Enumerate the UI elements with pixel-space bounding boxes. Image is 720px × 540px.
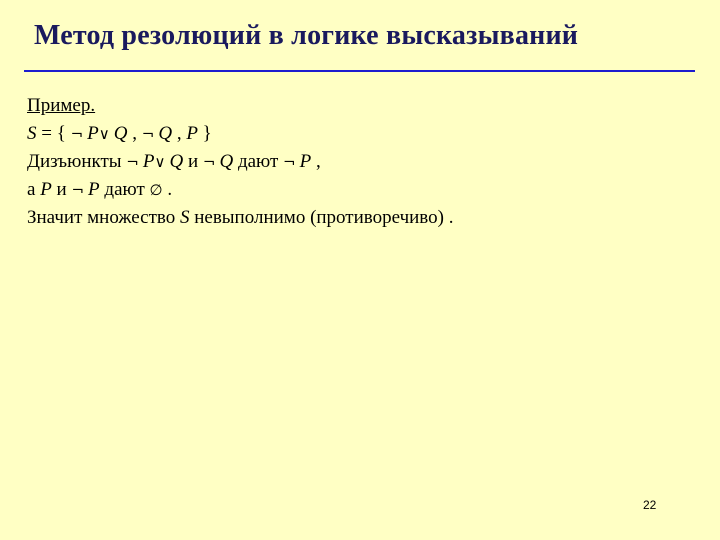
- negation-symbol: ¬: [283, 153, 296, 171]
- negation-symbol: ¬: [202, 153, 216, 171]
- set-symbol: S: [27, 123, 37, 144]
- negation-symbol: ¬: [141, 125, 155, 143]
- text-fragment: дают: [99, 179, 150, 200]
- title-divider: [24, 70, 695, 72]
- example-heading: Пример.: [27, 95, 96, 116]
- variable-q: Q: [219, 151, 234, 172]
- resolution-line: [27, 176, 453, 204]
- variable-p: P: [40, 179, 52, 200]
- text-fragment: и: [183, 151, 203, 172]
- example-heading-line: [27, 92, 453, 120]
- text-fragment: .: [162, 179, 173, 200]
- variable-p: P: [88, 179, 100, 200]
- conclusion-line: [27, 204, 453, 232]
- close-brace: }: [197, 123, 212, 144]
- negation-symbol: ¬: [71, 181, 85, 199]
- set-symbol: S: [179, 207, 190, 228]
- disjunction-symbol: ∨: [154, 153, 166, 171]
- negation-symbol: ¬: [70, 125, 84, 143]
- separator: ,: [172, 123, 187, 144]
- text-fragment: дают: [233, 151, 284, 172]
- page-number: 22: [643, 498, 657, 512]
- variable-p: P: [186, 123, 198, 144]
- negation-symbol: ¬: [126, 153, 139, 171]
- text-fragment: невыполнимо (противоречиво) .: [189, 207, 454, 228]
- empty-set-symbol: ∅: [149, 181, 163, 199]
- text-fragment: а: [27, 179, 41, 200]
- variable-q: Q: [158, 123, 173, 144]
- text-fragment: и: [51, 179, 72, 200]
- equals-open-brace: = {: [36, 123, 71, 144]
- variable-p: P: [142, 151, 155, 172]
- text-fragment: Значит множество: [27, 207, 180, 228]
- variable-q: Q: [169, 151, 184, 172]
- slide-title: Метод резолюций в логике высказываний: [34, 20, 579, 51]
- slide-body: [27, 92, 453, 232]
- disjuncts-line: [27, 148, 453, 176]
- text-fragment: ,: [311, 151, 321, 172]
- separator: ,: [127, 123, 142, 144]
- variable-p: P: [299, 151, 312, 172]
- text-fragment: Дизъюнкты: [27, 151, 127, 172]
- variable-p: P: [87, 123, 99, 144]
- variable-q: Q: [113, 123, 128, 144]
- disjunction-symbol: ∨: [98, 125, 110, 143]
- set-definition-line: [27, 120, 453, 148]
